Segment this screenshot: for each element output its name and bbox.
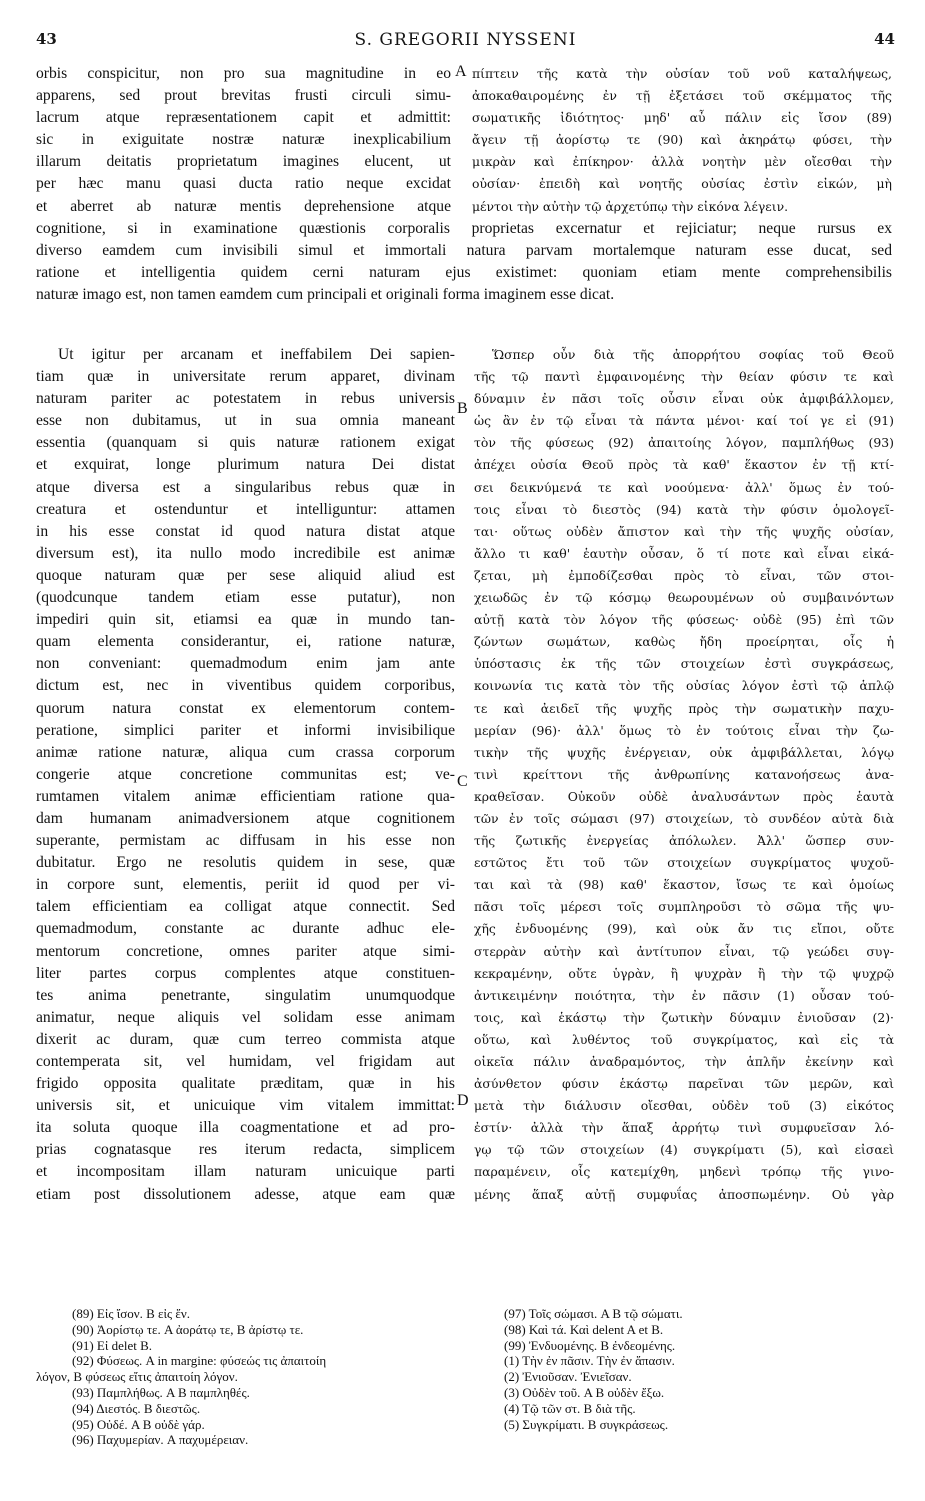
text-line: naturam pariter ac potestatem in rebus universis (36, 390, 455, 408)
text-line: χῆς ἐνδυομένης (99), καὶ οὐκ ἄν τις εἴποι, οὔτε (474, 921, 894, 937)
top-latin-column (36, 63, 451, 218)
text-line: et incompositam illam naturam unicuique parti (36, 1163, 455, 1181)
text-line: σωματικῆς ἰδιότητος· μηδ' αὖ πάλιν εἰς ἴσον (89) (472, 110, 892, 126)
text-line: rumtamen vitalem animæ efficientiam ratione qua- (36, 787, 455, 805)
text-line: quemadmodum, constante ac durante adhuc ele- (36, 920, 455, 938)
text-line: παραμένειν, οἷς κατεμίχθη, μηδενὶ τρόπῳ τῆς γινο- (474, 1164, 894, 1180)
text-line: μέντοι τὴν αὐτὴν τῷ ἀρχετύπῳ τὴν εἰκόνα λέγειν. (472, 198, 789, 214)
text-line: dam humanam animadversionem atque cognitionem (36, 809, 455, 827)
text-line: esse non dubitamus, ut in sua omnia maneant (36, 412, 455, 430)
text-line: τῶν ἐν τοῖς σώμασι (97) στοιχείων, τὸ συνδέον αὐτὰ διὰ (474, 810, 894, 826)
left-latin-column (36, 344, 455, 1206)
text-line: τοις εἶναι τὸ διεστὸς (94) κατὰ τὴν φύσιν ὁμολογεῖ- (474, 501, 894, 517)
text-line: τοις, καὶ ἑκάστῳ τὴν ζωτικὴν δύναμιν ἐνιοῦσαν (2)· (474, 1009, 894, 1025)
text-line: ἐστίν· ἀλλὰ τὴν ἅπαξ ἀρρήτῳ τινὶ συμφυεῖσαν λό- (474, 1120, 894, 1136)
running-title: S. GREGORII NYSSENI (354, 30, 577, 50)
text-line: cognitione, si in examinatione quæstionis corporalis proprietas excernatur et rejiciatur; neque rursus ex (36, 220, 892, 237)
footnote: (2) Ἐνιοῦσαν. Ἐνιεῖσαν. (504, 1369, 632, 1385)
footnote: (5) Συγκρίματι. B συγκράσεως. (504, 1416, 669, 1432)
text-line: μερίαν (96)· ἀλλ' ὅμως τὸ ἐν τούτοις εἶναι τὴν ζω- (474, 722, 894, 738)
text-line: peratione, simplici pariter et informi invisibilique (36, 721, 455, 739)
footnote: (89) Εἰς ἴσον. B εἰς ἕν. (72, 1306, 190, 1321)
text-line: μετὰ τὴν διάλυσιν οἴεσθαι, οὐδὲν τοῦ (3) εἰκότος (474, 1098, 894, 1114)
footnotes-right (474, 1306, 894, 1432)
margin-marker-c: C (457, 773, 468, 790)
text-line: orbis conspicitur, non pro sua magnitudine in eo (36, 65, 451, 82)
footnote: (94) Διεστός. B διεστῶς. (72, 1400, 201, 1416)
text-line: creatura et ostenduntur et intelliguntur: attamen (36, 500, 455, 518)
text-line: ζώντων σωμάτων, καθὼς ἤδη προείρηται, οἷς ἡ (474, 634, 894, 650)
text-line: et aberret ab naturæ mentis deprehensione atque (36, 197, 451, 215)
footnote: (99) Ἐνδυομένης. B ἐνδεομένης. (504, 1337, 676, 1353)
footnote: (3) Οὐδὲν τοῦ. A B οὐδὲν ἔξω. (504, 1384, 665, 1400)
footnote: (96) Παχυμερίαν. A παχυμέρειαν. (72, 1432, 249, 1448)
text-line: χειωδῶς ἐν τῷ κόσμῳ θεωρουμένων οὐ συμβαινόντων (474, 590, 894, 606)
text-line: ται καὶ τὰ (98) καθ' ἕκαστον, ἴσως τε καὶ ὁμοίως (474, 877, 894, 893)
text-line: dictum est, nec in viventibus quidem corporibus, (36, 677, 455, 695)
text-line: τινὶ κρείττονι τῆς ἀνθρωπίνης κατανοήσεως ἀνα- (474, 766, 894, 782)
text-line: ἀσύνθετον φύσιν ἑκάστῳ παρεῖναι τῶν μερῶν, καὶ (474, 1076, 894, 1092)
footnote: (4) Τῷ τῶν στ. B διὰ τῆς. (504, 1400, 636, 1416)
page-number-left: 43 (36, 30, 57, 48)
text-line: τὸν τῆς φύσεως (92) ἀπαιτοίης λόγον, παμπλήθως (93) (474, 435, 894, 451)
text-line: εστῶτος ἔτι τοῦ τῶν στοιχείων συγκρίματος ψυχοῦ- (474, 855, 894, 871)
text-line: illarum deitatis proprietatum imagines elucent, ut (36, 153, 451, 171)
footnote: (91) Εἰ delet B. (72, 1337, 153, 1353)
margin-marker-b: B (457, 400, 468, 417)
text-line: sic in exiguitate nostræ naturæ inexplicabilium (36, 131, 451, 149)
text-line: δύναμιν ἐν πᾶσι τοῖς οὖσιν εἶναι οὐκ ἀμφιβάλλομεν, (474, 391, 894, 407)
text-line: lacrum atque repræsentationem capit et admittit: (36, 109, 451, 127)
text-line: (quodcunque tandem etiam esse putatur), non (36, 589, 455, 607)
text-line: ἀπέχει οὐσία Θεοῦ πρὸς τὰ καθ' ἕκαστον ἐν τῇ κτί- (474, 457, 894, 473)
text-line: ἄλλο τι καθ' ἑαυτὴν οὖσαν, ὅ τί ποτε καὶ εἶναι εἰκά- (474, 545, 894, 561)
footnote: (1) Τὴν ἐν πᾶσιν. Τὴν ἐν ἅπασιν. (504, 1353, 675, 1369)
text-line: superante, permistam ac diffusam in his esse non (36, 832, 455, 850)
text-line: κεκραμένην, οὔτε ὑγρὰν, ἢ ψυχρὰν ἢ τὴν τῷ ψυχρῷ (474, 965, 894, 981)
text-line: αὐτῇ κατὰ τὸν λόγον τῆς φύσεως· οὐδὲ (95) ἐπὶ τῶν (474, 612, 894, 628)
text-line: essentia (quanquam si quis naturæ rationem exigat (36, 434, 455, 452)
right-greek-column (474, 344, 894, 1206)
text-line: γῳ τῷ τῶν στοιχείων (4) συγκρίματι (5), καὶ εἰσαεὶ (474, 1142, 894, 1158)
text-line: μικρὰν καὶ ἐπίκηρον· ἀλλὰ νοητὴν μὲν οἴεσθαι τὴν (472, 154, 892, 170)
text-line: etiam post dissolutionem adesse, atque eam quæ (36, 1185, 455, 1203)
margin-marker-d: D (457, 1092, 469, 1109)
text-line: ζεται, μὴ ἐμποδίζεσθαι πρὸς τὸ εἶναι, τῶν στοι- (474, 567, 894, 583)
text-line: κραθεῖσαν. Οὐκοῦν οὐδὲ ἀναλυσάντων πρὸς ἑαυτὰ (474, 788, 894, 804)
text-line: ἀποκαθαιρομένης ἐν τῇ ἐξετάσει τοῦ σκέμματος τῆς (472, 88, 892, 104)
text-line: animæ ratione naturæ, aliqua cum crassa corporum (36, 743, 455, 761)
text-line: liter partes corpus complentes atque constituen- (36, 964, 455, 982)
text-line: universis sit, et unicuique vim vitalem immittat: (36, 1097, 455, 1115)
footnote: (98) Καὶ τά. Καὶ delent A et B. (504, 1321, 664, 1337)
text-line: στερρὰν αὐτὴν καὶ ἀντίτυπον εἶναι, τῷ γεώδει συγ- (474, 943, 894, 959)
text-line: ratione et intelligentia quidem cerni naturam ejus existimet: quoniam etiam mente comprehensibilis (36, 264, 892, 282)
text-line: frigido opposita qualitate præditam, quæ in his (36, 1075, 455, 1093)
text-line: impediri quin sit, etiamsi ea quæ in mundo tan- (36, 611, 455, 629)
text-line: diversum est), ita nullo modo incredibile est animæ (36, 544, 455, 562)
footnote: λόγον, B φύσεως εἴτις ἀπαιτοίη λόγον. (36, 1369, 238, 1385)
margin-marker-a: A (455, 63, 467, 80)
text-line: tiam quæ in universitate rerum apparet, divinam (36, 368, 455, 386)
text-line: congerie atque concretione communitas est; ve- (36, 765, 455, 783)
text-line: ἄγειν τῇ ἀορίστῳ τε (90) καὶ ἀκηράτῳ φύσει, τὴν (472, 132, 892, 148)
footnote: (90) Ἀορίστῳ τε. A ἀοράτῳ τε, B ἀρίστῳ τε. (72, 1321, 304, 1337)
text-line: σει δεικνύμενά τε καὶ νοούμενα· ἀλλ' ὅμως ἐν τού- (474, 479, 894, 495)
text-line: per hæc manu quasi ducta ratio neque excidat (36, 175, 451, 193)
text-line: dixerit ac duram, quæ cum terreo commista atque (36, 1030, 455, 1048)
text-line: κοινωνία τις κατὰ τὸν τῆς οὐσίας λόγον ἐστὶ τῷ ἁπλῷ (474, 678, 894, 694)
text-line: animatur, neque aliquis vel solidam esse animam (36, 1008, 455, 1026)
footnote: (97) Τοῖς σώμασι. A B τῷ σώματι. (504, 1306, 683, 1321)
text-line: τικὴν τῆς ψυχῆς ἐνέργειαν, οὐκ ἀμφιβάλλεται, λόγῳ (474, 744, 894, 760)
text-line: τε καὶ ἀειδεῖ τῆς ψυχῆς πρὸς τὴν σωματικὴν παχυ- (474, 700, 894, 716)
text-line: ἀντικειμένην ποιότητα, τὴν ἐν πᾶσιν (1) οὖσαν τού- (474, 987, 894, 1003)
text-line: mentorum concretione, omnes pariter atque simi- (36, 942, 455, 960)
text-line: οὕτω, καὶ λυθέντος τοῦ συγκρίματος, καὶ εἰς τὰ (474, 1031, 894, 1047)
text-line: οἰκεῖα πάλιν ἀναδραμόντος, τὴν ἁπλῆν ἐκείνην καὶ (474, 1054, 894, 1069)
text-line: ὡς ἂν ἐν τῷ εἶναι τὰ πάντα μένοι· καί τοί γε εἰ (91) (474, 413, 894, 429)
text-line: atque diversa est a singularibus rebus quæ in (36, 478, 455, 496)
text-line: quorum natura constat ex elementorum contem- (36, 699, 455, 717)
text-line: πίπτειν τῆς κατὰ τὴν οὐσίαν τοῦ νοῦ καταλήψεως, (472, 66, 892, 81)
text-line: et exquirat, longe plurimum natura Dei distat (36, 456, 455, 474)
text-line: ὑπόστασις ἐκ τῆς τῶν στοιχείων ἐστὶ συγκράσεως, (474, 656, 894, 672)
text-line: τῆς ζωτικῆς ἐνεργείας ἀπόλωλεν. Ἀλλ' ὥσπερ συν- (474, 833, 894, 849)
text-line: Ut igitur per arcanam et ineffabilem Dei sapien- (58, 346, 455, 363)
text-line: οὐσίαν· ἐπειδὴ καὶ νοητῆς οὐσίας ἐστὶν εἰκών, μὴ (472, 176, 892, 192)
text-line: talem efficientiam ea colligat atque connectit. Sed (36, 898, 455, 916)
text-line: non conveniant: quemadmodum enim jam ante (36, 655, 455, 673)
top-greek-column (472, 63, 892, 218)
text-line: quoque naturam quæ per sese aliquid aliud est (36, 566, 455, 584)
text-line: Ὥσπερ οὖν διὰ τῆς ἀπορρήτου σοφίας τοῦ Θεοῦ (492, 347, 894, 362)
text-line: contemperata sit, vel humidam, vel frigidam aut (36, 1053, 455, 1070)
footnote: (92) Φύσεως. A in margine: φύσεώς τις ἀπαιτοίη (72, 1353, 327, 1369)
text-line: in his esse constat id quod natura distat atque (36, 522, 455, 540)
text-line: quam elementa considerantur, ei, ratione naturæ, (36, 633, 455, 651)
text-line: prias cognatasque res iterum redacta, simplicem (36, 1141, 455, 1159)
text-line: πᾶσι τοῖς μέρεσι τοῖς συμπληροῦσι τὸ σῶμα τῆς ψυ- (474, 899, 894, 915)
text-line: tes anima penetrante, singulatim unumquodque (36, 986, 455, 1004)
footnote: (93) Παμπλήθως. A B παμπληθές. (72, 1384, 250, 1400)
footnotes-left (36, 1306, 456, 1448)
text-line: ται· οὕτως οὐδὲν ἄπιστον καὶ τὴν τῆς ψυχῆς οὐσίαν, (474, 523, 894, 539)
text-line: apparens, sed prout brevitas frusti circuli simu- (36, 87, 451, 105)
text-line: naturæ imago est, non tamen eamdem cum principali et originali forma imaginem esse dicat. (36, 286, 615, 304)
text-line: ita soluta quoque illa coagmentatione et ad pro- (36, 1119, 455, 1137)
text-line: μένης ἅπαξ αὐτῇ συμφυΐας ἀποσπωμένην. Οὐ γὰρ (474, 1186, 894, 1202)
footnote: (95) Οὐδέ. A B οὐδὲ γάρ. (72, 1416, 205, 1432)
top-latin-full-width (36, 218, 892, 306)
text-line: diverso eamdem cum invisibili simul et immortali natura parvam mortalemque naturam esse ducat, sed (36, 242, 892, 260)
text-line: in corpore sunt, elementis, periit id quod per vi- (36, 876, 455, 894)
page-number-right: 44 (874, 30, 895, 48)
text-line: τῆς τῷ παντὶ ἐμφαινομένης τὴν θείαν φύσιν τε καὶ (474, 369, 894, 385)
running-header (36, 30, 895, 52)
text-line: dubitatur. Ergo ne resolutis quidem in sese, quæ (36, 854, 455, 872)
